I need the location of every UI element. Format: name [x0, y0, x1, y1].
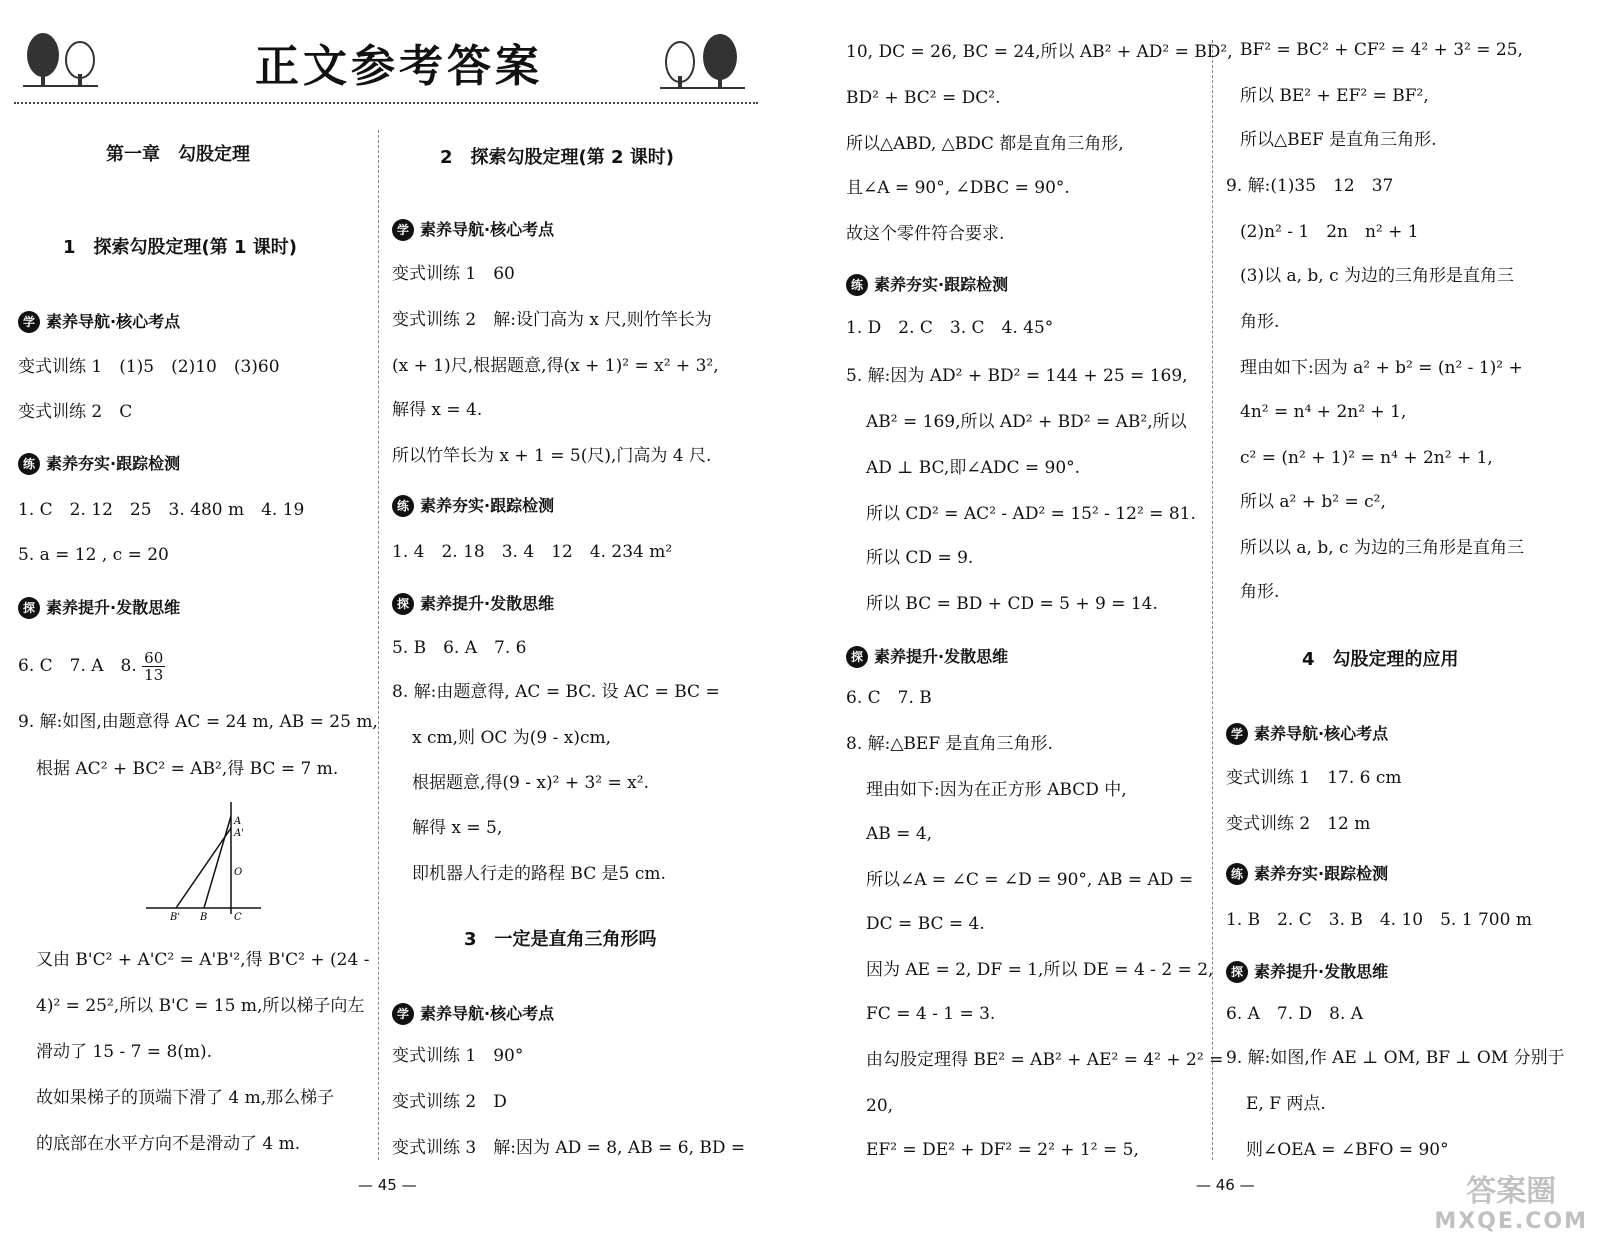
- answer-line: AB = 4,: [866, 824, 933, 844]
- answer-line: 所以 CD = 9.: [866, 548, 974, 568]
- answer-line: 根据题意,得(9 - x)² + 3² = x².: [412, 773, 649, 793]
- answer-line: 角形.: [1240, 582, 1280, 602]
- answer-line: 滑动了 15 - 7 = 8(m).: [36, 1042, 213, 1062]
- tan-badge-icon: 探: [392, 593, 414, 615]
- answer-line: 9. 解:(1)35 12 37: [1226, 176, 1394, 196]
- answer-line: 变式训练 2 12 m: [1226, 814, 1371, 834]
- column-divider: [378, 130, 379, 1160]
- answer-line: 理由如下:因为 a² + b² = (n² - 1)² +: [1240, 358, 1523, 378]
- answer-line: 6. C 7. A 8. $\frac{60}{13}$: [18, 649, 164, 684]
- answer-line: AB² = 169,所以 AD² + BD² = AB²,所以: [866, 412, 1187, 432]
- answer-line: 所以以 a, b, c 为边的三角形是直角三: [1240, 538, 1524, 558]
- lian-badge-icon: 练: [18, 453, 40, 475]
- answer-line: 5. 解:因为 AD² + BD² = 144 + 25 = 169,: [846, 366, 1188, 386]
- answer-line: 变式训练 1 17. 6 cm: [1226, 768, 1402, 788]
- answer-line: 5. B 6. A 7. 6: [392, 638, 527, 658]
- answer-line: 9. 解:如图,作 AE ⊥ OM, BF ⊥ OM 分别于: [1226, 1048, 1565, 1068]
- ladder-figure: [146, 800, 276, 925]
- answer-line: E, F 两点.: [1246, 1094, 1326, 1114]
- answer-line: 所以 CD² = AC² - AD² = 15² - 12² = 81.: [866, 504, 1196, 524]
- answer-line: BF² = BC² + CF² = 4² + 3² = 25,: [1240, 40, 1523, 60]
- answer-line: 所以 BE² + EF² = BF²,: [1240, 86, 1429, 106]
- section-heading: 学 素养导航·核心考点: [392, 1002, 554, 1026]
- answer-line: 4n² = n⁴ + 2n² + 1,: [1240, 402, 1407, 422]
- section-heading: 探 素养提升·发散思维: [846, 645, 1008, 669]
- xue-badge-icon: 学: [18, 311, 40, 333]
- lesson-heading: 2 探索勾股定理(第 2 课时): [440, 147, 675, 168]
- answer-line: (3)以 a, b, c 为边的三角形是直角三: [1240, 266, 1515, 286]
- lesson-heading: 1 探索勾股定理(第 1 课时): [63, 237, 298, 258]
- page-number-left: — 45 —: [358, 1176, 417, 1194]
- chapter-heading: 第一章 勾股定理: [106, 144, 250, 165]
- answer-line: AD ⊥ BC,即∠ADC = 90°.: [866, 458, 1081, 478]
- answer-line: 则∠OEA = ∠BFO = 90°: [1246, 1140, 1449, 1160]
- answer-line: 所以竹竿长为 x + 1 = 5(尺),门高为 4 尺.: [392, 446, 712, 466]
- section-heading: 学 素养导航·核心考点: [18, 310, 180, 334]
- watermark-logo: 答案圈 MXQE.COM: [1434, 1174, 1588, 1234]
- answer-line: EF² = DE² + DF² = 2² + 1² = 5,: [866, 1140, 1139, 1160]
- tree-icon: [655, 32, 750, 92]
- tan-badge-icon: 探: [18, 597, 40, 619]
- answer-line: 所以△BEF 是直角三角形.: [1240, 130, 1437, 150]
- column-divider: [1212, 40, 1213, 1160]
- answer-line: 20,: [866, 1096, 894, 1116]
- answer-line: 所以△ABD, △BDC 都是直角三角形,: [846, 134, 1124, 154]
- svg-text:B: B: [200, 912, 208, 923]
- answer-line: 变式训练 2 解:设门高为 x 尺,则竹竿长为: [392, 310, 712, 330]
- answer-line: 8. 解:由题意得, AC = BC. 设 AC = BC =: [392, 682, 720, 702]
- answer-line: 所以 a² + b² = c²,: [1240, 492, 1386, 512]
- answer-line: 因为 AE = 2, DF = 1,所以 DE = 4 - 2 = 2,: [866, 960, 1214, 980]
- section-heading: 练 素养夯实·跟踪检测: [1226, 862, 1388, 886]
- page-number-right: — 46 —: [1196, 1176, 1255, 1194]
- answer-line: x cm,则 OC 为(9 - x)cm,: [412, 728, 612, 748]
- svg-text:C: C: [234, 912, 242, 923]
- answer-line: 故如果梯子的顶端下滑了 4 m,那么梯子: [36, 1088, 335, 1108]
- section-heading: 探 素养提升·发散思维: [1226, 960, 1388, 984]
- answer-line: 即机器人行走的路程 BC 是5 cm.: [412, 864, 666, 884]
- answer-line: 根据 AC² + BC² = AB²,得 BC = 7 m.: [36, 759, 339, 779]
- fraction: $\frac{60}{13}$: [144, 649, 164, 684]
- answer-line: 故这个零件符合要求.: [846, 224, 1005, 244]
- tree-icon: [18, 30, 103, 90]
- answer-line: 8. 解:△BEF 是直角三角形.: [846, 734, 1053, 754]
- answer-line: 1. C 2. 12 25 3. 480 m 4. 19: [18, 500, 305, 520]
- svg-text:A: A: [234, 816, 242, 827]
- section-heading: 练 素养夯实·跟踪检测: [846, 273, 1008, 297]
- answer-line: 所以∠A = ∠C = ∠D = 90°, AB = AD =: [866, 870, 1194, 890]
- answer-line: 变式训练 2 C: [18, 402, 133, 422]
- answer-line: 由勾股定理得 BE² = AB² + AE² = 4² + 2² =: [866, 1050, 1224, 1070]
- section-heading: 学 素养导航·核心考点: [392, 218, 554, 242]
- lian-badge-icon: 练: [392, 495, 414, 517]
- lesson-heading: 4 勾股定理的应用: [1302, 649, 1459, 670]
- answer-line: 所以 BC = BD + CD = 5 + 9 = 14.: [866, 594, 1158, 614]
- section-heading: 练 素养夯实·跟踪检测: [392, 494, 554, 518]
- svg-text:A': A': [234, 828, 244, 839]
- answer-line: 6. A 7. D 8. A: [1226, 1004, 1364, 1024]
- answer-line: c² = (n² + 1)² = n⁴ + 2n² + 1,: [1240, 448, 1493, 468]
- answer-line: 1. B 2. C 3. B 4. 10 5. 1 700 m: [1226, 910, 1532, 930]
- answer-line: 6. C 7. B: [846, 688, 932, 708]
- answer-line: 变式训练 3 解:因为 AD = 8, AB = 6, BD =: [392, 1138, 746, 1158]
- answer-line: (x + 1)尺,根据题意,得(x + 1)² = x² + 3²,: [392, 356, 719, 376]
- answer-line: 4)² = 25²,所以 B'C = 15 m,所以梯子向左: [36, 996, 365, 1016]
- page-title: 正文参考答案: [255, 41, 543, 92]
- xue-badge-icon: 学: [392, 219, 414, 241]
- section-heading: 探 素养提升·发散思维: [392, 592, 554, 616]
- section-heading: 学 素养导航·核心考点: [1226, 722, 1388, 746]
- answer-line: 理由如下:因为在正方形 ABCD 中,: [866, 780, 1127, 800]
- svg-text:B': B': [170, 912, 181, 923]
- xue-badge-icon: 学: [1226, 723, 1248, 745]
- answer-line: DC = BC = 4.: [866, 914, 985, 934]
- section-heading: 练 素养夯实·跟踪检测: [18, 452, 180, 476]
- answer-line: 变式训练 1 (1)5 (2)10 (3)60: [18, 357, 280, 377]
- xue-badge-icon: 学: [392, 1003, 414, 1025]
- answer-line: 变式训练 1 90°: [392, 1046, 524, 1066]
- answer-line: 的底部在水平方向不是滑动了 4 m.: [36, 1134, 301, 1154]
- svg-text:O: O: [234, 867, 243, 878]
- tan-badge-icon: 探: [846, 646, 868, 668]
- header-divider: [14, 102, 758, 104]
- lesson-heading: 3 一定是直角三角形吗: [464, 929, 657, 950]
- answer-line: 解得 x = 5,: [412, 818, 503, 838]
- lian-badge-icon: 练: [846, 274, 868, 296]
- answer-line: (2)n² - 1 2n n² + 1: [1240, 222, 1419, 242]
- section-heading: 探 素养提升·发散思维: [18, 596, 180, 620]
- answer-line: 变式训练 2 D: [392, 1092, 507, 1112]
- answer-line: 又由 B'C² + A'C² = A'B'²,得 B'C² + (24 -: [36, 950, 370, 970]
- lian-badge-icon: 练: [1226, 863, 1248, 885]
- answer-line: 1. 4 2. 18 3. 4 12 4. 234 m²: [392, 542, 673, 562]
- answer-line: 10, DC = 26, BC = 24,所以 AB² + AD² = BD²,: [846, 42, 1233, 62]
- answer-line: 且∠A = 90°, ∠DBC = 90°.: [846, 178, 1070, 198]
- answer-line: 5. a = 12 , c = 20: [18, 545, 169, 565]
- answer-line: FC = 4 - 1 = 3.: [866, 1004, 996, 1024]
- answer-line: 解得 x = 4.: [392, 400, 483, 420]
- answer-line: 变式训练 1 60: [392, 264, 515, 284]
- answer-line: 1. D 2. C 3. C 4. 45°: [846, 318, 1054, 338]
- tan-badge-icon: 探: [1226, 961, 1248, 983]
- answer-line: 9. 解:如图,由题意得 AC = 24 m, AB = 25 m,: [18, 712, 378, 732]
- answer-line: BD² + BC² = DC².: [846, 88, 1001, 108]
- answer-line: 角形.: [1240, 312, 1280, 332]
